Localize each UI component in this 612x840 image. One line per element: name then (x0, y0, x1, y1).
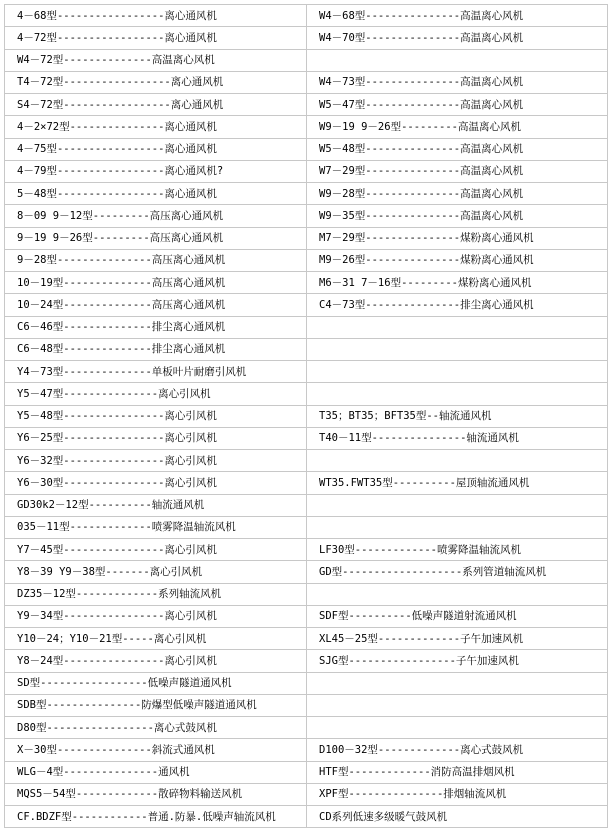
table-row (5, 338, 608, 360)
table-row (5, 361, 608, 383)
table-row (5, 472, 608, 494)
left-model-cell: 8－09 9－12型---------高压离心通风机 (5, 205, 307, 227)
right-model-cell: W9－35型---------------高温离心风机 (307, 205, 608, 227)
right-model-cell: W5－48型---------------高温离心风机 (307, 138, 608, 160)
right-model-cell: W5－47型---------------高温离心风机 (307, 94, 608, 116)
table-row (5, 650, 608, 672)
right-model-cell: CD系列低速多级暖气鼓风机 (307, 806, 608, 828)
right-model-cell (307, 49, 608, 71)
right-model-cell: XPF型---------------排烟轴流风机 (307, 783, 608, 805)
left-model-cell: 10－24型--------------高压离心通风机 (5, 294, 307, 316)
left-model-cell: Y4－73型--------------单板叶片耐磨引风机 (5, 361, 307, 383)
table-row (5, 27, 608, 49)
table-row (5, 739, 608, 761)
left-model-cell: 10－19型--------------高压离心通风机 (5, 272, 307, 294)
table-row (5, 561, 608, 583)
fan-model-table-body (5, 5, 608, 828)
table-row (5, 628, 608, 650)
left-model-cell: Y7－45型----------------离心引风机 (5, 539, 307, 561)
right-model-cell (307, 717, 608, 739)
right-model-cell: W4－70型---------------高温离心风机 (307, 27, 608, 49)
right-model-cell (307, 516, 608, 538)
table-row (5, 605, 608, 627)
right-model-cell: SDF型----------低噪声隧道射流通风机 (307, 605, 608, 627)
table-row (5, 761, 608, 783)
right-model-cell (307, 694, 608, 716)
left-model-cell: C6－46型--------------排尘离心通风机 (5, 316, 307, 338)
left-model-cell: 4－79型-----------------离心通风机? (5, 160, 307, 182)
table-row (5, 806, 608, 828)
right-model-cell (307, 450, 608, 472)
table-row (5, 383, 608, 405)
left-model-cell: T4－72型-----------------离心通风机 (5, 71, 307, 93)
left-model-cell: SD型-----------------低噪声隧道通风机 (5, 672, 307, 694)
right-model-cell: XL45－25型-------------子午加速风机 (307, 628, 608, 650)
table-row (5, 539, 608, 561)
table-row (5, 49, 608, 71)
left-model-cell: D80型-----------------离心式鼓风机 (5, 717, 307, 739)
right-model-cell: M6－31 7－16型---------煤粉离心通风机 (307, 272, 608, 294)
table-row (5, 694, 608, 716)
right-model-cell: C4－73型---------------排尘离心通风机 (307, 294, 608, 316)
table-row (5, 494, 608, 516)
right-model-cell: M9－26型---------------煤粉离心通风机 (307, 249, 608, 271)
fan-model-table-container (4, 4, 607, 828)
right-model-cell: T35；BT35；BFT35型--轴流通风机 (307, 405, 608, 427)
left-model-cell: MQS5－54型-------------散碎物料输送风机 (5, 783, 307, 805)
table-row (5, 783, 608, 805)
left-model-cell: 4－68型-----------------离心通风机 (5, 5, 307, 27)
right-model-cell: W4－73型---------------高温离心风机 (307, 71, 608, 93)
left-model-cell: DZ35－12型-------------系列轴流风机 (5, 583, 307, 605)
left-model-cell: Y5－47型---------------离心引风机 (5, 383, 307, 405)
table-row (5, 516, 608, 538)
right-model-cell (307, 583, 608, 605)
left-model-cell: Y10－24；Y10－21型-----离心引风机 (5, 628, 307, 650)
left-model-cell: WLG－4型---------------通风机 (5, 761, 307, 783)
table-row (5, 583, 608, 605)
right-model-cell: LF30型-------------喷雾降温轴流风机 (307, 539, 608, 561)
table-row (5, 294, 608, 316)
table-row (5, 316, 608, 338)
table-row (5, 5, 608, 27)
left-model-cell: CF.BDZF型------------普通.防暴.低噪声轴流风机 (5, 806, 307, 828)
left-model-cell: GD30k2－12型----------轴流通风机 (5, 494, 307, 516)
right-model-cell (307, 672, 608, 694)
right-model-cell: W9－28型---------------高温离心风机 (307, 183, 608, 205)
left-model-cell: Y6－25型----------------离心引风机 (5, 427, 307, 449)
table-row (5, 227, 608, 249)
left-model-cell: Y6－30型----------------离心引风机 (5, 472, 307, 494)
table-row (5, 249, 608, 271)
fan-model-table (4, 4, 608, 828)
left-model-cell: Y5－48型----------------离心引风机 (5, 405, 307, 427)
right-model-cell: SJG型-----------------子午加速风机 (307, 650, 608, 672)
left-model-cell: X－30型---------------斜流式通风机 (5, 739, 307, 761)
left-model-cell: Y6－32型----------------离心引风机 (5, 450, 307, 472)
left-model-cell: Y8－24型----------------离心引风机 (5, 650, 307, 672)
right-model-cell (307, 338, 608, 360)
right-model-cell: D100－32型-------------离心式鼓风机 (307, 739, 608, 761)
right-model-cell (307, 316, 608, 338)
table-row (5, 160, 608, 182)
table-row (5, 405, 608, 427)
left-model-cell: 4－2×72型---------------离心通风机 (5, 116, 307, 138)
table-row (5, 450, 608, 472)
table-row (5, 138, 608, 160)
left-model-cell: 035－11型-------------喷雾降温轴流风机 (5, 516, 307, 538)
left-model-cell: 4－75型-----------------离心通风机 (5, 138, 307, 160)
left-model-cell: 4－72型-----------------离心通风机 (5, 27, 307, 49)
left-model-cell: S4－72型-----------------离心通风机 (5, 94, 307, 116)
right-model-cell (307, 361, 608, 383)
right-model-cell (307, 494, 608, 516)
table-row (5, 71, 608, 93)
left-model-cell: Y8－39 Y9－38型-------离心引风机 (5, 561, 307, 583)
left-model-cell: 5－48型-----------------离心通风机 (5, 183, 307, 205)
table-row (5, 672, 608, 694)
table-row (5, 427, 608, 449)
left-model-cell: C6－48型--------------排尘离心通风机 (5, 338, 307, 360)
left-model-cell: 9－19 9－26型---------高压离心通风机 (5, 227, 307, 249)
left-model-cell: Y9－34型----------------离心引风机 (5, 605, 307, 627)
table-row (5, 183, 608, 205)
right-model-cell: W7－29型---------------高温离心风机 (307, 160, 608, 182)
table-row (5, 717, 608, 739)
right-model-cell (307, 383, 608, 405)
table-row (5, 272, 608, 294)
left-model-cell: W4－72型--------------高温离心风机 (5, 49, 307, 71)
left-model-cell: SDB型---------------防爆型低噪声隧道通风机 (5, 694, 307, 716)
right-model-cell: W4－68型---------------高温离心风机 (307, 5, 608, 27)
left-model-cell: 9－28型---------------高压离心通风机 (5, 249, 307, 271)
table-row (5, 94, 608, 116)
right-model-cell: M7－29型---------------煤粉离心通风机 (307, 227, 608, 249)
table-row (5, 205, 608, 227)
right-model-cell: T40－11型---------------轴流通风机 (307, 427, 608, 449)
right-model-cell: GD型-------------------系列管道轴流风机 (307, 561, 608, 583)
right-model-cell: W9－19 9－26型---------高温离心风机 (307, 116, 608, 138)
right-model-cell: WT35.FWT35型----------屋顶轴流通风机 (307, 472, 608, 494)
right-model-cell: HTF型-------------消防高温排烟风机 (307, 761, 608, 783)
table-row (5, 116, 608, 138)
